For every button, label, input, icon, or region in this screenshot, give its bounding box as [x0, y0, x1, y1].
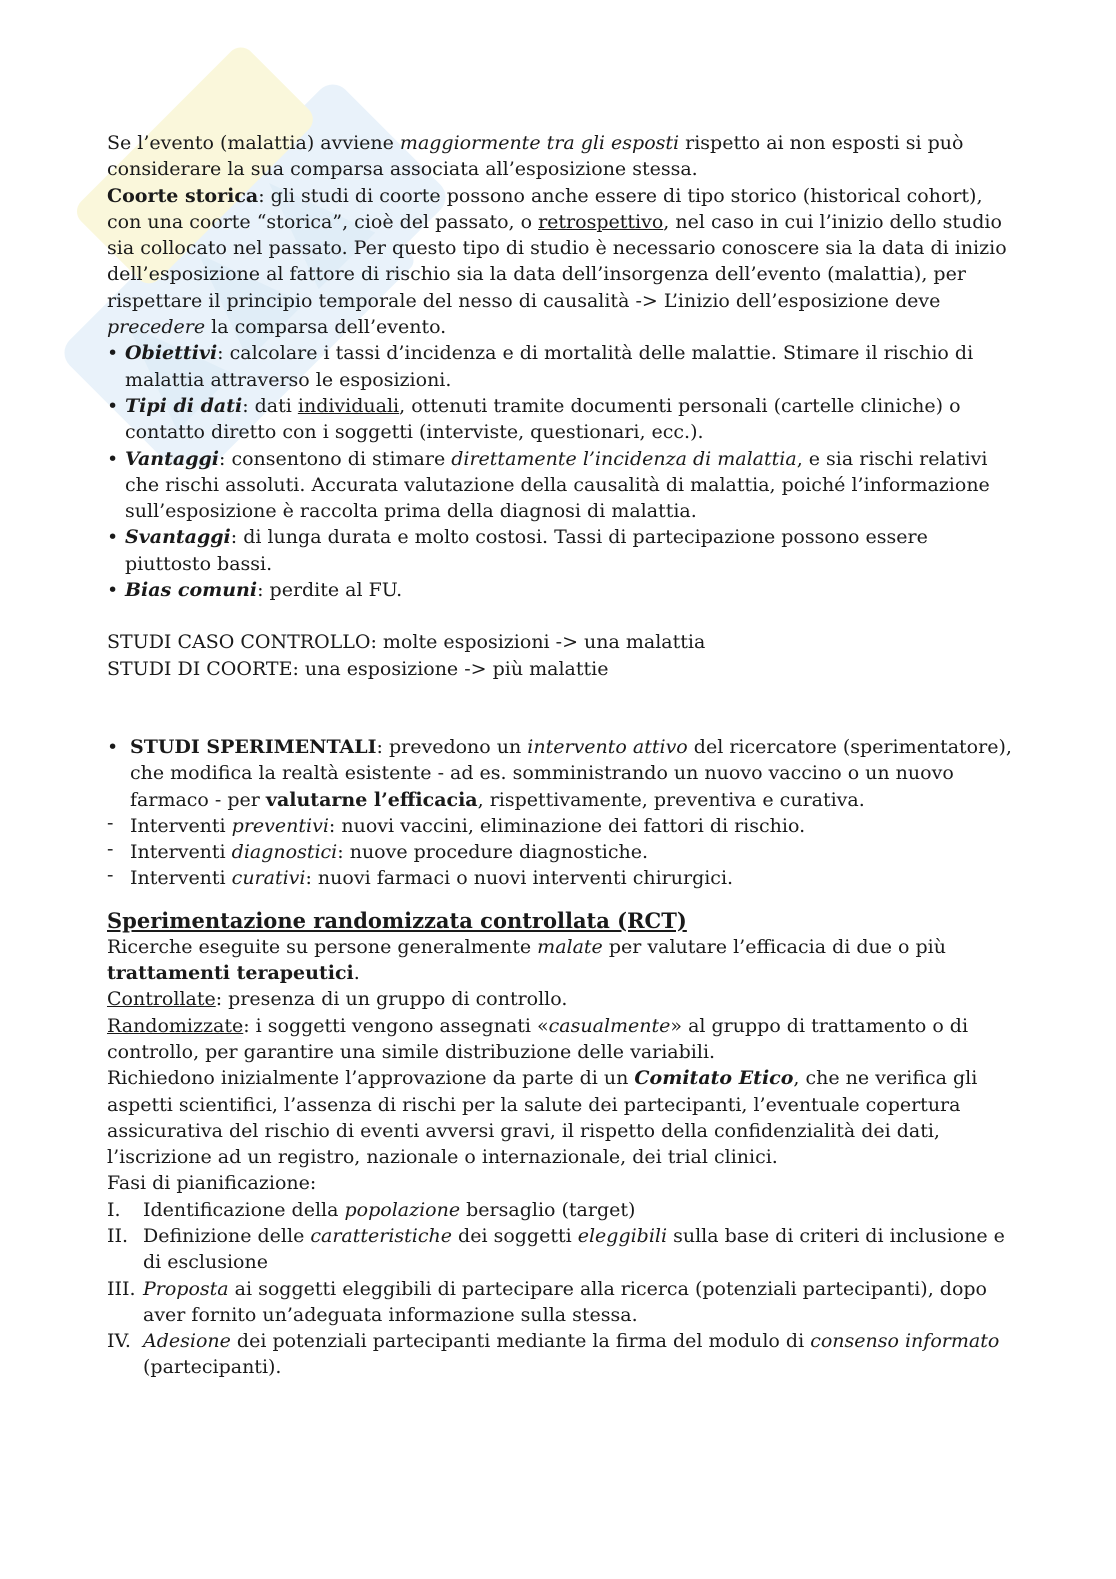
- paragraph-fasi: Fasi di pianificazione:: [107, 1172, 317, 1195]
- list-item: III. Proposta ai soggetti eleggibili di partecipare alla ricerca (potenziali partecipanti), dopo aver fornito un’adeguata informazione sulla stessa.: [107, 1277, 987, 1326]
- list-item: • Tipi di dati: dati individuali, ottenuti tramite documenti personali (cartelle cliniche) o contatto diretto con i soggetti (interviste, questionari, ecc.).: [107, 393, 1012, 446]
- paragraph-ricerche: Ricerche eseguite su persone generalmente malate per valutare l’efficacia di due o più trattamenti terapeutici.: [107, 935, 946, 985]
- paragraph-randomizzate: Randomizzate: i soggetti vengono assegnati «casualmente» al gruppo di trattamento o di controllo, per garantire una simile distribuzione delle variabili.: [107, 1014, 969, 1063]
- list-item: • Obiettivi: calcolare i tassi d’incidenza e di mortalità delle malattie. Stimare il rischio di malattia attraverso le esposizioni.: [107, 340, 1012, 393]
- studi-caso-controllo: STUDI CASO CONTROLLO: molte esposizioni -> una malattia: [107, 631, 706, 654]
- studi-di-coorte: STUDI DI COORTE: una esposizione -> più malattie: [107, 657, 609, 680]
- list-item: - Interventi preventivi: nuovi vaccini, eliminazione dei fattori di rischio.: [107, 813, 1012, 839]
- list-item: • Vantaggi: consentono di stimare direttamente l’incidenza di malattia, e sia rischi relativi che rischi assoluti. Accurata valutazione della causalità di malattia, poiché l’informazione sull’esposizione è raccolta prima della diagnosi di malattia.: [107, 446, 1012, 525]
- list-item: • Svantaggi: di lunga durata e molto costosi. Tassi di partecipazione possono essere piuttosto bassi.: [107, 524, 1012, 577]
- list-item: - Interventi curativi: nuovi farmaci o nuovi interventi chirurgici.: [107, 865, 1012, 891]
- bullet-list-coorte: [107, 340, 1012, 603]
- paragraph-esposti: Se l’evento (malattia) avviene maggiormente tra gli esposti rispetto ai non esposti si può considerare la sua comparsa associata all’esposizione stessa.: [107, 132, 964, 181]
- bullet-list-sperimentali: [107, 734, 1012, 813]
- paragraph-coorte-storica: Coorte storica: gli studi di coorte possono anche essere di tipo storico (historical cohort), con una coorte “storica”, cioè del passato, o retrospettivo, nel caso in cui l’inizio dello studio sia collocato nel passato. Per questo tipo di studio è necessario conoscere sia la data di inizio dell’esposizione al fattore di rischio sia la data dell’insorgenza dell’evento (malattia), per rispettare il principio temporale del nesso di causalità -> L’inizio dell’esposizione deve precedere la comparsa dell’evento.: [107, 184, 1007, 339]
- list-item: - Interventi diagnostici: nuove procedure diagnostiche.: [107, 839, 1012, 865]
- section-heading-rct: Sperimentazione randomizzata controllata (RCT): [107, 907, 687, 933]
- list-item: • Bias comuni: perdite al FU.: [107, 577, 1012, 603]
- roman-list-fasi: [107, 1197, 1012, 1381]
- list-item: II. Definizione delle caratteristiche dei soggetti eleggibili sulla base di criteri di inclusione e di esclusione: [107, 1224, 1005, 1274]
- paragraph-controllate: Controllate: presenza di un gruppo di controllo.: [107, 988, 568, 1011]
- list-item: I. Identificazione della popolazione bersaglio (target): [107, 1198, 636, 1221]
- list-item: IV. Adesione dei potenziali partecipanti mediante la firma del modulo di consenso informato (partecipanti).: [107, 1330, 1000, 1379]
- list-item: • STUDI SPERIMENTALI: prevedono un intervento attivo del ricercatore (sperimentatore), che modifica la realtà esistente - ad es. somministrando un nuovo vaccino o un nuovo farmaco - per valutarne l’efficacia, rispettivamente, preventiva e curativa.: [107, 734, 1012, 813]
- paragraph-comitato-etico: Richiedono inizialmente l’approvazione da parte di un Comitato Etico, che ne verifica gli aspetti scientifici, l’assenza di rischi per la salute dei partecipanti, l’eventuale copertura assicurativa del rischio di eventi avversi gravi, il rispetto della confidenzialità dei dati, l’iscrizione ad un registro, nazionale o internazionale, dei trial clinici.: [107, 1067, 978, 1169]
- dash-list-interventi: [107, 813, 1012, 892]
- document-page: [107, 130, 1012, 1381]
